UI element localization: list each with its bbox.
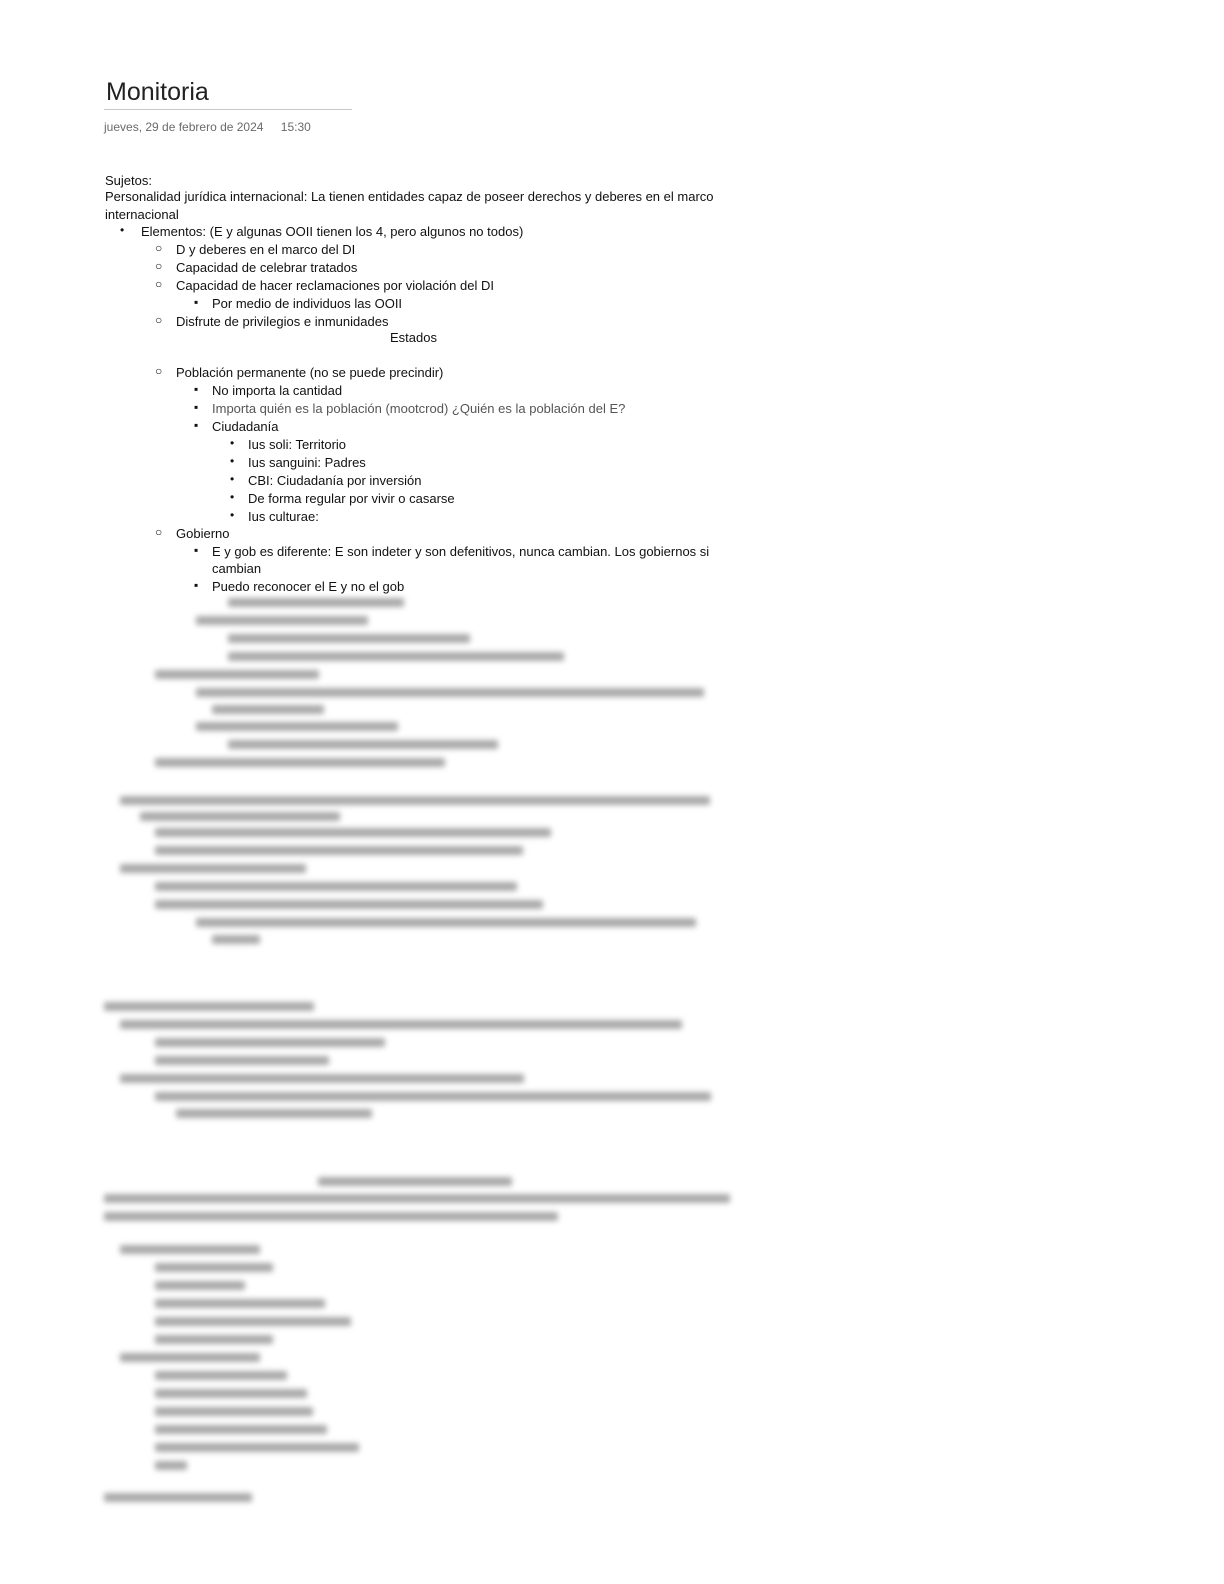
bullet-square-icon: ▪ [194,578,199,592]
poblacion-subitem: No importa la cantidad [212,383,343,398]
element-item: D y deberes en el marco del DI [176,242,356,257]
intro-text: Personalidad jurídica internacional: La tienen entidades capaz de poseer derechos y deberes en el marco internacional [105,189,714,222]
bullet-circle-icon: ○ [155,364,163,378]
element-subitem: Por medio de individuos las OOII [212,296,403,311]
bullet-circle-icon: ○ [155,241,163,255]
poblacion-subitem: Importa quién es la población (mootcrod) ¿Quién es la población del E? [212,401,626,416]
bullet-square-icon: ▪ [194,543,199,557]
estados-heading: Estados [390,330,437,345]
bullet-circle-icon: ○ [155,259,163,273]
bullet-disc-icon: • [230,472,235,486]
gobierno-item: Gobierno [176,526,230,541]
poblacion-item: Población permanente (no se puede precindir) [176,365,444,380]
gobierno-subitem: Puedo reconocer el E y no el gob [212,579,405,594]
bullet-circle-icon: ○ [155,313,163,327]
bullet-circle-icon: ○ [155,525,163,539]
bullet-circle-icon: ○ [155,277,163,291]
intro-label: Sujetos: [105,173,152,188]
elements-item: Elementos: (E y algunas OOII tienen los 4, pero algunos no todos) [141,224,524,239]
bullet-square-icon: ▪ [194,400,199,414]
element-item: Disfrute de privilegios e inmunidades [176,314,389,329]
ciudadania-subitem: Ius soli: Territorio [248,437,347,452]
bullet-disc-icon: • [230,454,235,468]
page-time: 15:30 [280,120,311,134]
page-title: Monitoria [106,78,209,106]
bullet-disc-icon: • [230,436,235,450]
bullet-square-icon: ▪ [194,295,199,309]
poblacion-subitem: Ciudadanía [212,419,279,434]
bullet-square-icon: ▪ [194,382,199,396]
ciudadania-subitem: Ius culturae: [248,509,319,524]
bullet-square-icon: ▪ [194,418,199,432]
ciudadania-subitem: Ius sanguini: Padres [248,455,366,470]
bullet-disc-icon: • [230,508,235,522]
bullet-disc-icon: • [120,223,125,237]
bullet-disc-icon: • [230,490,235,504]
page-date: jueves, 29 de febrero de 2024 [104,120,264,134]
ciudadania-subitem: CBI: Ciudadanía por inversión [248,473,422,488]
ciudadania-subitem: De forma regular por vivir o casarse [248,491,455,506]
gobierno-subitem: E y gob es diferente: E son indeter y son defenitivos, nunca cambian. Los gobiernos si cambian [212,544,710,576]
element-item: Capacidad de hacer reclamaciones por violación del DI [176,278,494,293]
element-item: Capacidad de celebrar tratados [176,260,358,275]
